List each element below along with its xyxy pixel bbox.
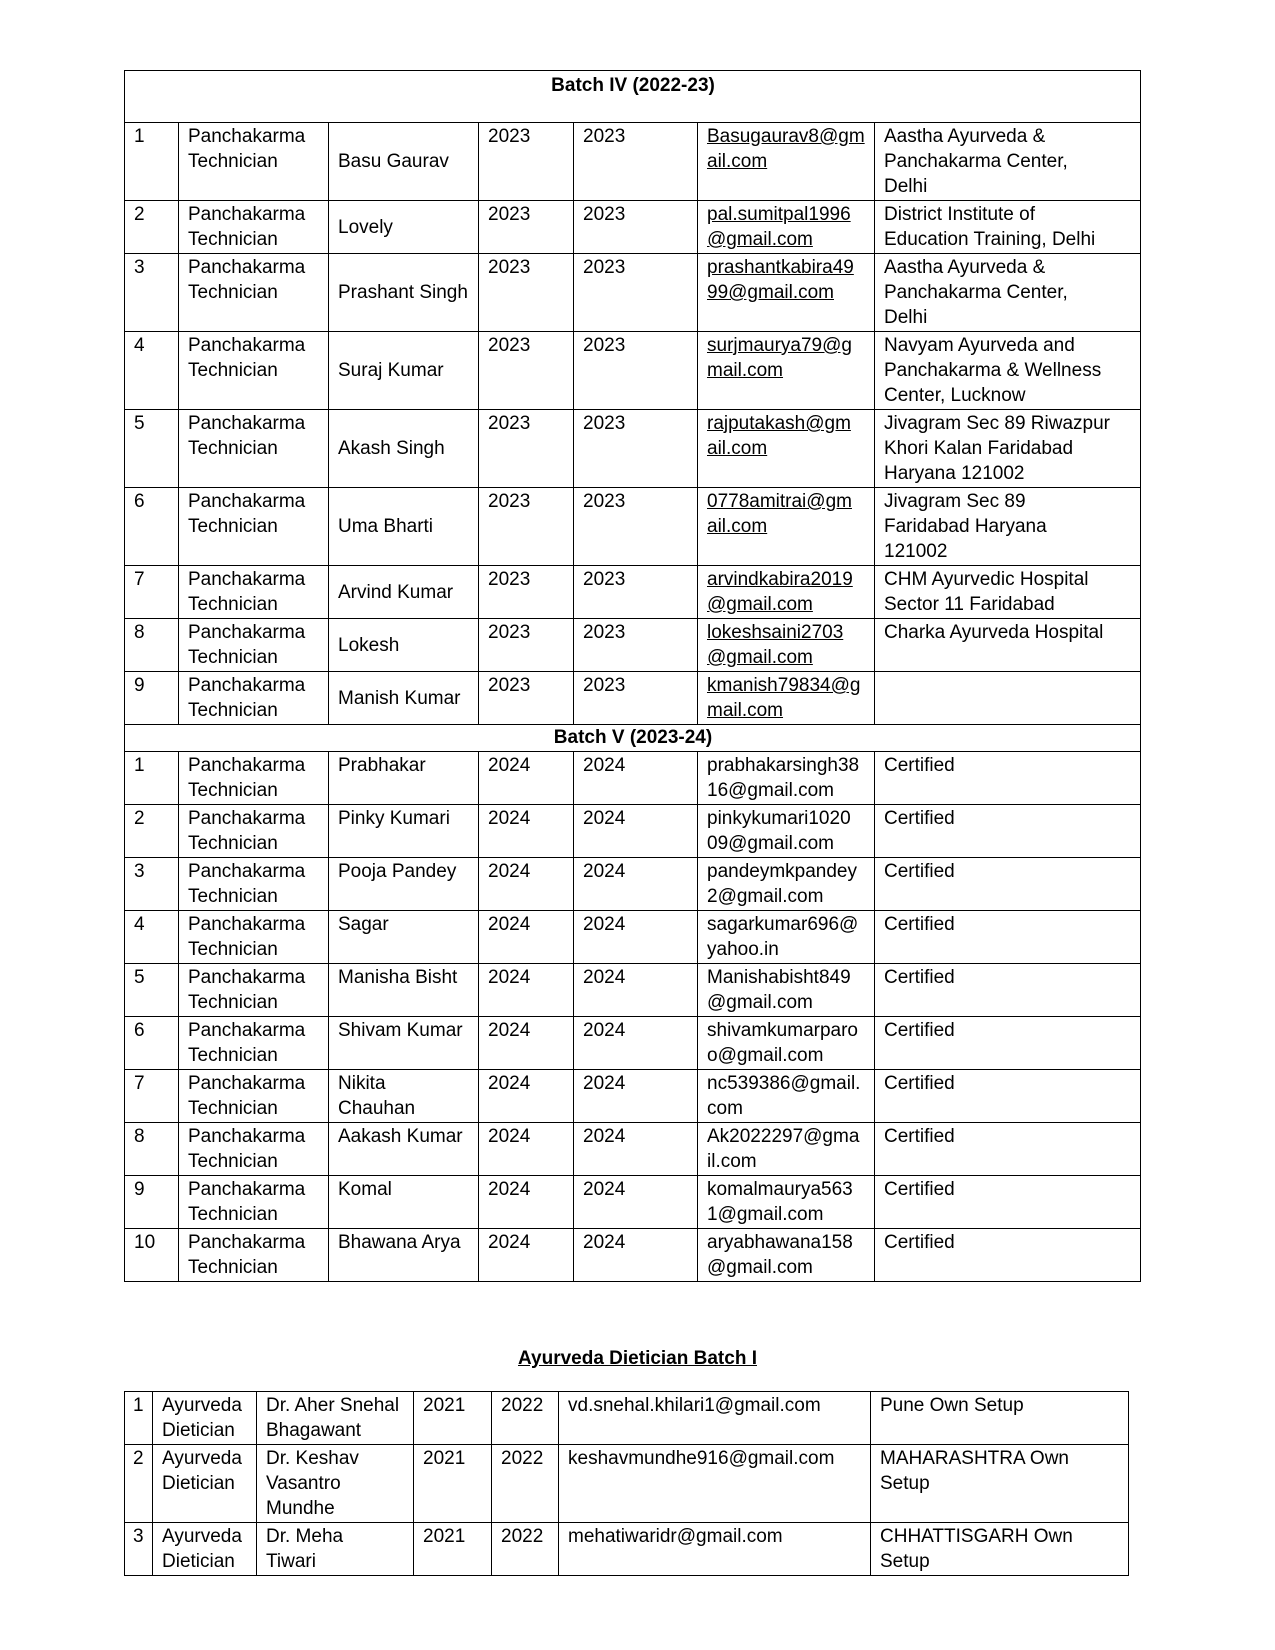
admission-year: 2024 (479, 1017, 574, 1070)
status-text: Certified (875, 1070, 1141, 1123)
course-name: Panchakarma Technician (179, 619, 329, 672)
completion-year: 2024 (574, 1123, 698, 1176)
email-link[interactable]: 0778amitrai@gm ail.com (698, 488, 875, 566)
admission-year: 2023 (479, 672, 574, 725)
course-name: Panchakarma Technician (179, 1229, 329, 1282)
course-name: Panchakarma Technician (179, 254, 329, 332)
serial-number: 4 (125, 332, 179, 410)
email-link[interactable]: pal.sumitpal1996 @gmail.com (698, 201, 875, 254)
table-row (125, 911, 1141, 964)
completion-year: 2024 (574, 752, 698, 805)
placement: Aastha Ayurveda & Panchakarma Center, Delhi (875, 254, 1141, 332)
table-row (125, 488, 1141, 566)
admission-year: 2024 (479, 964, 574, 1017)
table-row (125, 566, 1141, 619)
table-row (125, 410, 1141, 488)
table-row (125, 1070, 1141, 1123)
course-name: Panchakarma Technician (179, 488, 329, 566)
email-link[interactable]: surjmaurya79@g mail.com (698, 332, 875, 410)
email-text: nc539386@gmail. com (698, 1070, 875, 1123)
serial-number: 6 (125, 488, 179, 566)
completion-year: 2022 (492, 1523, 559, 1576)
batch-table (124, 70, 1141, 1282)
course-name: Panchakarma Technician (179, 911, 329, 964)
dietician-title: Ayurveda Dietician Batch I (518, 1348, 757, 1369)
admission-year: 2021 (414, 1445, 492, 1523)
batch4-header-row (125, 71, 1141, 123)
serial-number: 4 (125, 911, 179, 964)
serial-number: 5 (125, 410, 179, 488)
completion-year: 2023 (574, 566, 698, 619)
course-name: Ayurveda Dietician (153, 1523, 257, 1576)
placement: Jivagram Sec 89 Riwazpur Khori Kalan Faridabad Haryana 121002 (875, 410, 1141, 488)
course-name: Panchakarma Technician (179, 1070, 329, 1123)
course-name: Panchakarma Technician (179, 672, 329, 725)
email-text: shivamkumarparo o@gmail.com (698, 1017, 875, 1070)
status-text: Certified (875, 1017, 1141, 1070)
student-name: Dr. Keshav Vasantro Mundhe (257, 1445, 414, 1523)
completion-year: 2023 (574, 254, 698, 332)
email-link[interactable]: kmanish79834@g mail.com (698, 672, 875, 725)
student-name: Aakash Kumar (329, 1123, 479, 1176)
completion-year: 2022 (492, 1392, 559, 1445)
admission-year: 2024 (479, 1123, 574, 1176)
completion-year: 2024 (574, 805, 698, 858)
placement: District Institute of Education Training, Delhi (875, 201, 1141, 254)
completion-year: 2023 (574, 488, 698, 566)
student-name: Arvind Kumar (329, 566, 479, 619)
student-name: Manish Kumar (329, 672, 479, 725)
completion-year: 2023 (574, 123, 698, 201)
student-name: Dr. Aher Snehal Bhagawant (257, 1392, 414, 1445)
course-name: Ayurveda Dietician (153, 1392, 257, 1445)
placement: Jivagram Sec 89 Faridabad Haryana 121002 (875, 488, 1141, 566)
status-text: Certified (875, 911, 1141, 964)
email-text: Ak2022297@gma il.com (698, 1123, 875, 1176)
status-text: Certified (875, 1176, 1141, 1229)
table-row (125, 1176, 1141, 1229)
email-text: mehatiwaridr@gmail.com (559, 1523, 871, 1576)
student-name: Bhawana Arya (329, 1229, 479, 1282)
course-name: Panchakarma Technician (179, 805, 329, 858)
table-row (125, 123, 1141, 201)
serial-number: 3 (125, 858, 179, 911)
status-text: Certified (875, 964, 1141, 1017)
table-row (125, 1523, 1129, 1576)
admission-year: 2024 (479, 858, 574, 911)
serial-number: 2 (125, 1445, 153, 1523)
table-row (125, 619, 1141, 672)
completion-year: 2023 (574, 672, 698, 725)
completion-year: 2023 (574, 201, 698, 254)
student-name: Pooja Pandey (329, 858, 479, 911)
admission-year: 2024 (479, 1070, 574, 1123)
admission-year: 2023 (479, 619, 574, 672)
admission-year: 2023 (479, 201, 574, 254)
student-name: Lovely (329, 201, 479, 254)
serial-number: 2 (125, 805, 179, 858)
completion-year: 2024 (574, 964, 698, 1017)
student-name: Komal (329, 1176, 479, 1229)
course-name: Panchakarma Technician (179, 1017, 329, 1070)
completion-year: 2023 (574, 619, 698, 672)
course-name: Panchakarma Technician (179, 964, 329, 1017)
student-name: Basu Gaurav (329, 123, 479, 201)
student-name: Manisha Bisht (329, 964, 479, 1017)
batch5-header-row (125, 725, 1141, 752)
student-name: Dr. Meha Tiwari (257, 1523, 414, 1576)
student-name: Prabhakar (329, 752, 479, 805)
course-name: Panchakarma Technician (179, 410, 329, 488)
serial-number: 3 (125, 254, 179, 332)
dietician-table (124, 1391, 1129, 1576)
placement: CHHATTISGARH Own Setup (871, 1523, 1129, 1576)
admission-year: 2024 (479, 1229, 574, 1282)
course-name: Panchakarma Technician (179, 1123, 329, 1176)
course-name: Panchakarma Technician (179, 752, 329, 805)
completion-year: 2022 (492, 1445, 559, 1523)
completion-year: 2023 (574, 332, 698, 410)
placement: MAHARASHTRA Own Setup (871, 1445, 1129, 1523)
admission-year: 2024 (479, 911, 574, 964)
status-text: Certified (875, 805, 1141, 858)
serial-number: 1 (125, 123, 179, 201)
placement: CHM Ayurvedic Hospital Sector 11 Faridabad (875, 566, 1141, 619)
admission-year: 2023 (479, 566, 574, 619)
table-row (125, 964, 1141, 1017)
placement: Navyam Ayurveda and Panchakarma & Wellness Center, Lucknow (875, 332, 1141, 410)
batch4-title: Batch IV (2022-23) (125, 71, 1141, 123)
admission-year: 2024 (479, 752, 574, 805)
table-row (125, 752, 1141, 805)
batch5-title: Batch V (2023-24) (125, 725, 1141, 752)
completion-year: 2024 (574, 1176, 698, 1229)
serial-number: 8 (125, 619, 179, 672)
email-text: komalmaurya563 1@gmail.com (698, 1176, 875, 1229)
email-text: prabhakarsingh38 16@gmail.com (698, 752, 875, 805)
status-text: Certified (875, 752, 1141, 805)
admission-year: 2021 (414, 1392, 492, 1445)
table-row (125, 805, 1141, 858)
serial-number: 10 (125, 1229, 179, 1282)
email-text: vd.snehal.khilari1@gmail.com (559, 1392, 871, 1445)
serial-number: 5 (125, 964, 179, 1017)
completion-year: 2024 (574, 911, 698, 964)
admission-year: 2024 (479, 805, 574, 858)
table-row (125, 1123, 1141, 1176)
table-row (125, 858, 1141, 911)
serial-number: 1 (125, 752, 179, 805)
course-name: Panchakarma Technician (179, 566, 329, 619)
course-name: Ayurveda Dietician (153, 1445, 257, 1523)
email-text: keshavmundhe916@gmail.com (559, 1445, 871, 1523)
course-name: Panchakarma Technician (179, 332, 329, 410)
admission-year: 2023 (479, 488, 574, 566)
table-row (125, 1229, 1141, 1282)
email-text: Manishabisht849 @gmail.com (698, 964, 875, 1017)
serial-number: 3 (125, 1523, 153, 1576)
status-text: Certified (875, 1123, 1141, 1176)
placement (875, 672, 1141, 725)
admission-year: 2021 (414, 1523, 492, 1576)
serial-number: 1 (125, 1392, 153, 1445)
serial-number: 9 (125, 672, 179, 725)
email-link[interactable]: Basugaurav8@gm ail.com (698, 123, 875, 201)
table-row (125, 1017, 1141, 1070)
student-name: Uma Bharti (329, 488, 479, 566)
course-name: Panchakarma Technician (179, 1176, 329, 1229)
table-row (125, 1392, 1129, 1445)
serial-number: 9 (125, 1176, 179, 1229)
table-row (125, 332, 1141, 410)
table-row (125, 672, 1141, 725)
admission-year: 2024 (479, 1176, 574, 1229)
student-name: Suraj Kumar (329, 332, 479, 410)
placement: Pune Own Setup (871, 1392, 1129, 1445)
serial-number: 8 (125, 1123, 179, 1176)
serial-number: 2 (125, 201, 179, 254)
email-link[interactable]: lokeshsaini2703 @gmail.com (698, 619, 875, 672)
status-text: Certified (875, 1229, 1141, 1282)
placement: Charka Ayurveda Hospital (875, 619, 1141, 672)
table-row (125, 201, 1141, 254)
admission-year: 2023 (479, 254, 574, 332)
student-name: Shivam Kumar (329, 1017, 479, 1070)
student-name: Lokesh (329, 619, 479, 672)
admission-year: 2023 (479, 332, 574, 410)
completion-year: 2024 (574, 1070, 698, 1123)
email-text: pinkykumari1020 09@gmail.com (698, 805, 875, 858)
completion-year: 2024 (574, 858, 698, 911)
course-name: Panchakarma Technician (179, 858, 329, 911)
email-text: aryabhawana158 @gmail.com (698, 1229, 875, 1282)
email-link[interactable]: rajputakash@gm ail.com (698, 410, 875, 488)
status-text: Certified (875, 858, 1141, 911)
student-name: Akash Singh (329, 410, 479, 488)
completion-year: 2023 (574, 410, 698, 488)
serial-number: 6 (125, 1017, 179, 1070)
admission-year: 2023 (479, 410, 574, 488)
email-link[interactable]: prashantkabira49 99@gmail.com (698, 254, 875, 332)
email-text: sagarkumar696@ yahoo.in (698, 911, 875, 964)
student-name: Sagar (329, 911, 479, 964)
course-name: Panchakarma Technician (179, 123, 329, 201)
course-name: Panchakarma Technician (179, 201, 329, 254)
student-name: Prashant Singh (329, 254, 479, 332)
completion-year: 2024 (574, 1017, 698, 1070)
placement: Aastha Ayurveda & Panchakarma Center, Delhi (875, 123, 1141, 201)
serial-number: 7 (125, 566, 179, 619)
student-name: Pinky Kumari (329, 805, 479, 858)
table-row (125, 254, 1141, 332)
student-name: Nikita Chauhan (329, 1070, 479, 1123)
serial-number: 7 (125, 1070, 179, 1123)
completion-year: 2024 (574, 1229, 698, 1282)
admission-year: 2023 (479, 123, 574, 201)
email-text: pandeymkpandey 2@gmail.com (698, 858, 875, 911)
email-link[interactable]: arvindkabira2019 @gmail.com (698, 566, 875, 619)
table-row (125, 1445, 1129, 1523)
